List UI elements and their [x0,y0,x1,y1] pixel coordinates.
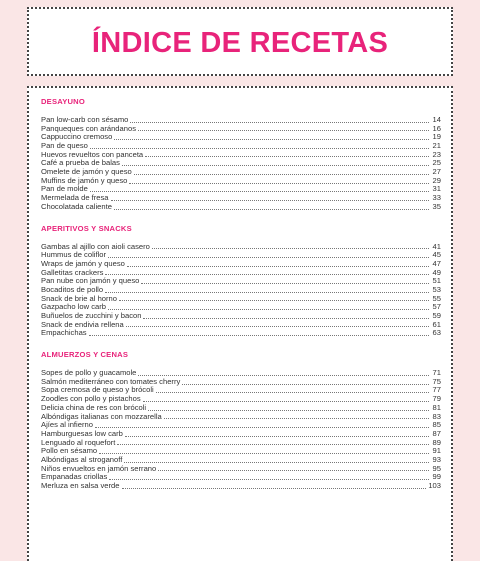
dot-leader [182,384,429,385]
page-number: 87 [432,428,441,438]
page-number: 61 [432,319,441,329]
page-number: 79 [432,394,441,404]
dot-leader [126,326,429,327]
dot-leader [90,148,429,149]
recipe-name: Buñuelos de zucchini y bacon [41,311,142,321]
index-entry [41,133,441,142]
page-number: 85 [432,420,441,430]
dot-leader [111,200,429,201]
dot-leader [119,300,429,301]
dot-leader [141,283,429,284]
page-number: 83 [432,411,441,421]
recipe-name: Gazpacho low carb [41,302,107,312]
dot-leader [105,274,429,275]
page-title: ÍNDICE DE RECETAS [91,27,389,59]
page-number: 75 [432,376,441,386]
title-box [27,7,453,76]
dot-leader [130,122,429,123]
dot-leader [108,309,429,310]
page-number: 99 [432,472,441,482]
dot-leader [117,444,429,445]
dot-leader [90,191,429,192]
dot-leader [143,318,429,319]
dot-leader [164,418,429,419]
page-number: 59 [432,311,441,321]
page-number: 51 [432,276,441,286]
page-number: 41 [432,241,441,251]
page-number: 49 [432,267,441,277]
recipe-name: Bocaditos de pollo [41,284,104,294]
recipe-name: Pan de queso [41,141,88,151]
recipe-name: Lenguado al roquefort [41,437,116,447]
recipe-name: Empachichas [41,328,87,338]
recipe-name: Cappuccino cremoso [41,132,113,142]
dot-leader [145,156,429,157]
page-number: 81 [432,402,441,412]
recipe-name: Hummus de coliflor [41,250,106,260]
recipe-name: Pollo en sésamo [41,446,98,456]
recipe-name: Panqueques con arándanos [41,123,136,133]
page-number: 89 [432,437,441,447]
dot-leader [158,470,429,471]
recipe-name: Gambas al ajillo con aioli casero [41,241,150,251]
dot-leader [127,266,429,267]
dot-leader [108,257,429,258]
recipe-name: Pan de molde [41,184,88,194]
index-sections [41,97,441,491]
dot-leader [114,139,429,140]
page-number: 53 [432,284,441,294]
index-entry [41,203,441,212]
index-section [41,97,441,212]
page-number: 45 [432,250,441,260]
recipe-name: Café a prueba de balas [41,158,120,168]
dot-leader [129,183,429,184]
recipe-name: Hamburguesas low carb [41,428,123,438]
recipe-name: Wraps de jamón y queso [41,258,125,268]
dot-leader [143,401,429,402]
index-entry [41,177,441,186]
recipe-name: Merluza en salsa verde [41,481,120,491]
dot-leader [138,130,429,131]
dot-leader [125,436,429,437]
dot-leader [114,209,429,210]
recipe-name: Mermelada de fresa [41,193,109,203]
page-number: 31 [432,184,441,194]
page-number: 47 [432,258,441,268]
page-number: 95 [432,463,441,473]
index-entry [41,439,441,448]
index-entry [41,413,441,422]
page-number: 33 [432,193,441,203]
recipe-name: Empanadas criollas [41,472,108,482]
recipe-name: Huevos revueltos con panceta [41,149,144,159]
page-number: 55 [432,293,441,303]
recipe-name: Zoodles con pollo y pistachos [41,394,141,404]
dot-leader [95,427,429,428]
index-entry [41,329,441,338]
index-entry [41,482,441,491]
page-number: 71 [432,368,441,378]
section-title: APERITIVOS Y SNACKS [41,223,132,233]
recipe-index [27,86,453,561]
dot-leader [134,174,429,175]
section-title: ALMUERZOS Y CENAS [41,350,129,360]
recipe-name: Sopa cremosa de queso y brócoli [41,385,154,395]
recipe-name: Ajíes al infierno [41,420,93,430]
recipe-name: Snack de endivia rellena [41,319,124,329]
index-section [41,350,441,491]
dot-leader [124,462,429,463]
page-number: 93 [432,454,441,464]
recipe-name: Salmón mediterráneo con tomates cherry [41,376,181,386]
page-number: 103 [428,481,441,491]
page-number: 91 [432,446,441,456]
dot-leader [89,335,429,336]
recipe-name: Sopes de pollo y guacamole [41,368,137,378]
page-number: 14 [432,114,441,124]
page-number: 21 [432,141,441,151]
recipe-name: Pan nube con jamón y queso [41,276,140,286]
dot-leader [122,165,429,166]
page-number: 25 [432,158,441,168]
page-number: 63 [432,328,441,338]
recipe-name: Muffins de jamón y queso [41,175,128,185]
page-number: 57 [432,302,441,312]
recipe-name: Chocolatada caliente [41,201,112,211]
page-number: 29 [432,175,441,185]
dot-leader [152,248,429,249]
section-title: DESAYUNO [41,97,85,106]
page-number: 16 [432,123,441,133]
recipe-name: Albóndigas al stroganoff [41,454,123,464]
dot-leader [109,479,429,480]
recipe-name: Delicia china de res con brócoli [41,402,147,412]
recipe-name: Snack de brie al horno [41,293,117,303]
index-entry [41,321,441,330]
recipe-name: Niños envueltos en jamón serrano [41,463,157,473]
page-number: 27 [432,167,441,177]
dot-leader [99,453,429,454]
dot-leader [156,392,429,393]
recipe-name: Pan low-carb con sésamo [41,114,129,124]
recipe-name: Galletitas crackers [41,267,104,277]
dot-leader [122,488,427,489]
recipe-name: Omelete de jamón y queso [41,167,132,177]
recipe-name: Albóndigas italianas con mozzarella [41,411,162,421]
dot-leader [138,375,429,376]
dot-leader [148,410,429,411]
page-number: 23 [432,149,441,159]
page-number: 77 [432,385,441,395]
index-section [41,224,441,339]
page-number: 35 [432,201,441,211]
page-number: 19 [432,132,441,142]
dot-leader [105,292,429,293]
